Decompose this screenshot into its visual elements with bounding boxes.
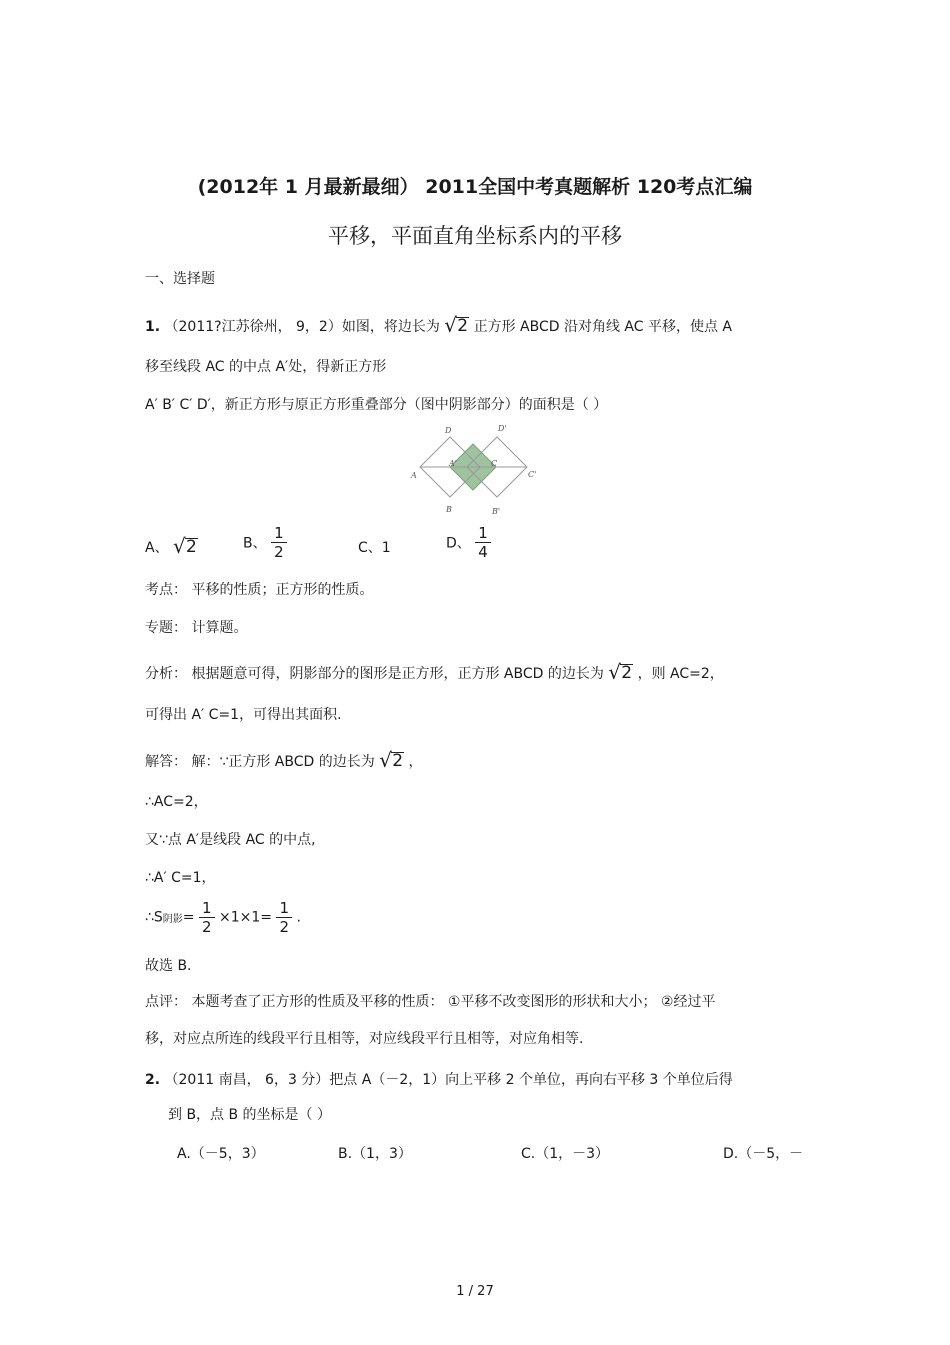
- q1-dianping-line1: 点评： 本题考查了正方形的性质及平移的性质： ①平移不改变图形的形状和大小； ②经过平: [145, 994, 716, 1010]
- q1-step4: ∴S阴影= $\frac{1}{2}$ ×1×1= $\frac{1}{2}$ .: [145, 899, 301, 936]
- label-d: D: [445, 426, 452, 435]
- label-d-prime: D': [498, 424, 507, 433]
- q1-step3: ∴A′ C=1，: [145, 870, 216, 886]
- label-c-prime: C': [528, 470, 537, 479]
- q1-fenxi: 分析： 根据题意可得，阴影部分的图形是正方形，正方形 ABCD 的边长为 √ 2 ，则 AC=2，: [145, 660, 724, 684]
- q1-option-b: B、 $\frac{1}{2}$: [243, 524, 287, 561]
- q1-line3: A′ B′ C′ D′，新正方形与原正方形重叠部分（图中阴影部分）的面积是（ ）: [145, 397, 608, 413]
- q1-fenxi-line2: 可得出 A′ C=1，可得出其面积.: [145, 707, 342, 723]
- q1-line1: [145, 313, 733, 337]
- q1-answer: 故选 B.: [145, 958, 192, 974]
- document-subtitle: 平移，平面直角坐标系内的平移: [328, 224, 622, 248]
- q1-option-c: C、1: [358, 540, 391, 556]
- label-a: A: [411, 471, 417, 480]
- q2-option-b: B.（1，3）: [338, 1146, 412, 1162]
- q1-number: 1.: [145, 319, 161, 335]
- document-title: (2012年 1 月最新最细） 2011全国中考真题解析 120考点汇编: [197, 176, 753, 198]
- sqrt-2: √ 2: [444, 313, 469, 337]
- q2-number: 2.: [145, 1072, 161, 1088]
- q1-zhuanti: 专题： 计算题。: [145, 620, 248, 636]
- q1-text-a: （2011?江苏徐州， 9，2）如图，将边长为: [164, 319, 440, 335]
- q1-kaodian: 考点： 平移的性质；正方形的性质。: [145, 582, 374, 598]
- q1-line2: 移至线段 AC 的中点 A′处，得新正方形: [145, 359, 387, 375]
- q1-step1: ∴AC=2，: [145, 794, 208, 810]
- q1-option-a: A、 √ 2: [145, 534, 197, 558]
- page-number: 1 / 27: [456, 1284, 494, 1299]
- q1-option-d: D、 $\frac{1}{4}$: [446, 524, 491, 561]
- q1-jieda: 解答： 解：∵正方形 ABCD 的边长为 √ 2 ，: [145, 748, 423, 772]
- q2-line2: 到 B，点 B 的坐标是（ ）: [168, 1107, 332, 1123]
- label-a-prime: A': [449, 459, 457, 468]
- q2-line1: 2. （2011 南昌， 6，3 分）把点 A（－2，1）向上平移 2 个单位，再向右平移 3 个单位后得: [145, 1072, 733, 1088]
- section-heading: 一、选择题: [145, 271, 215, 287]
- q1-figure: [405, 420, 540, 520]
- q1-text-b: 正方形 ABCD 沿对角线 AC 平移，使点 A: [473, 319, 733, 335]
- q1-dianping-line2: 移，对应点所连的线段平行且相等，对应线段平行且相等，对应角相等.: [145, 1031, 584, 1047]
- q1-step2: 又∵点 A′是线段 AC 的中点,: [145, 832, 316, 848]
- q2-option-d: D.（－5，－: [723, 1146, 804, 1162]
- q2-option-a: A.（－5，3）: [177, 1146, 265, 1162]
- q2-option-c: C.（1，－3）: [521, 1146, 610, 1162]
- label-b: B: [446, 505, 452, 514]
- label-c: C: [491, 459, 498, 468]
- label-b-prime: B': [492, 507, 501, 516]
